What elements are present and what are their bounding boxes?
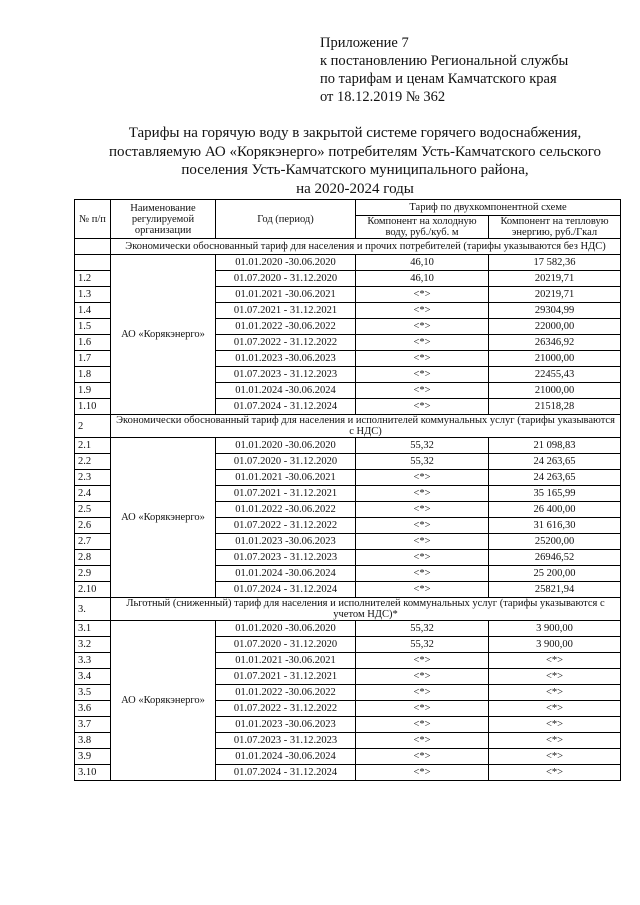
section-header-row xyxy=(75,415,621,438)
period-cell: 01.07.2021 - 31.12.2021 xyxy=(216,669,356,685)
period-cell: 01.07.2023 - 31.12.2023 xyxy=(216,367,356,383)
row-number: 3.3 xyxy=(75,653,111,669)
period-cell: 01.01.2021 -30.06.2021 xyxy=(216,470,356,486)
heat-energy-value: 3 900,00 xyxy=(489,621,621,637)
title-line: на 2020-2024 годы xyxy=(296,180,414,197)
heat-energy-value: 25200,00 xyxy=(489,534,621,550)
tariff-table xyxy=(74,199,621,781)
cold-water-value: <*> xyxy=(356,470,489,486)
row-number: 3.8 xyxy=(75,733,111,749)
title-line: поставляемую АО «Корякэнерго» потребителям Усть-Камчатского сельского xyxy=(109,143,601,160)
organization-name: АО «Корякэнерго» xyxy=(111,255,216,415)
row-number: 1.8 xyxy=(75,367,111,383)
row-number: 1.10 xyxy=(75,399,111,415)
heat-energy-value: <*> xyxy=(489,701,621,717)
header-heat-energy: Компонент на тепловую энергию, руб./Гкал xyxy=(489,216,621,239)
period-cell: 01.01.2023 -30.06.2023 xyxy=(216,351,356,367)
section-number: 3. xyxy=(75,598,111,621)
table-row xyxy=(75,255,621,271)
title-line: поселения Усть-Камчатского муниципального района, xyxy=(181,162,529,178)
heat-energy-value: 17 582,36 xyxy=(489,255,621,271)
cold-water-value: <*> xyxy=(356,367,489,383)
row-number: 2.9 xyxy=(75,566,111,582)
section-title: Экономически обоснованный тариф для населения и исполнителей коммунальных услуг (тарифы указываются с НДС) xyxy=(111,415,621,438)
section-header-row xyxy=(75,598,621,621)
row-number: 1.3 xyxy=(75,287,111,303)
row-number: 3.1 xyxy=(75,621,111,637)
period-cell: 01.07.2022 - 31.12.2022 xyxy=(216,701,356,717)
appendix-line: по тарифам и ценам Камчатского края xyxy=(320,71,557,87)
heat-energy-value: 26346,92 xyxy=(489,335,621,351)
cold-water-value: <*> xyxy=(356,319,489,335)
header-period: Год (период) xyxy=(216,200,356,239)
cold-water-value: <*> xyxy=(356,566,489,582)
section-header-row xyxy=(75,239,621,255)
row-number: 2.3 xyxy=(75,470,111,486)
row-number: 1.5 xyxy=(75,319,111,335)
section-number xyxy=(75,239,111,255)
cold-water-value: <*> xyxy=(356,399,489,415)
header-number: № п/п xyxy=(75,200,111,239)
document-title xyxy=(70,124,640,198)
header-organization: Наименование регулируемой организации xyxy=(111,200,216,239)
period-cell: 01.01.2021 -30.06.2021 xyxy=(216,653,356,669)
row-number: 2.4 xyxy=(75,486,111,502)
heat-energy-value: <*> xyxy=(489,669,621,685)
heat-energy-value: 31 616,30 xyxy=(489,518,621,534)
cold-water-value: <*> xyxy=(356,351,489,367)
cold-water-value: 55,32 xyxy=(356,438,489,454)
row-number: 1.6 xyxy=(75,335,111,351)
cold-water-value: <*> xyxy=(356,335,489,351)
cold-water-value: 55,32 xyxy=(356,454,489,470)
section-number: 2 xyxy=(75,415,111,438)
period-cell: 01.01.2020 -30.06.2020 xyxy=(216,255,356,271)
row-number: 2.10 xyxy=(75,582,111,598)
row-number: 2.1 xyxy=(75,438,111,454)
period-cell: 01.01.2024 -30.06.2024 xyxy=(216,383,356,399)
period-cell: 01.01.2022 -30.06.2022 xyxy=(216,685,356,701)
period-cell: 01.01.2022 -30.06.2022 xyxy=(216,502,356,518)
heat-energy-value: <*> xyxy=(489,733,621,749)
row-number: 3.5 xyxy=(75,685,111,701)
heat-energy-value: 35 165,99 xyxy=(489,486,621,502)
period-cell: 01.01.2024 -30.06.2024 xyxy=(216,749,356,765)
cold-water-value: <*> xyxy=(356,550,489,566)
heat-energy-value: 21000,00 xyxy=(489,351,621,367)
cold-water-value: <*> xyxy=(356,534,489,550)
period-cell: 01.01.2024 -30.06.2024 xyxy=(216,566,356,582)
period-cell: 01.07.2024 - 31.12.2024 xyxy=(216,399,356,415)
period-cell: 01.07.2023 - 31.12.2023 xyxy=(216,550,356,566)
period-cell: 01.07.2024 - 31.12.2024 xyxy=(216,582,356,598)
heat-energy-value: <*> xyxy=(489,717,621,733)
heat-energy-value: <*> xyxy=(489,749,621,765)
table-row xyxy=(75,438,621,454)
cold-water-value: <*> xyxy=(356,749,489,765)
heat-energy-value: 21 098,83 xyxy=(489,438,621,454)
header-two-component: Тариф по двухкомпонентной схеме xyxy=(356,200,621,216)
row-number: 1.9 xyxy=(75,383,111,399)
row-number: 1.2 xyxy=(75,271,111,287)
cold-water-value: <*> xyxy=(356,669,489,685)
heat-energy-value: 24 263,65 xyxy=(489,454,621,470)
row-number: 2.7 xyxy=(75,534,111,550)
cold-water-value: 46,10 xyxy=(356,271,489,287)
period-cell: 01.07.2020 - 31.12.2020 xyxy=(216,637,356,653)
heat-energy-value: 24 263,65 xyxy=(489,470,621,486)
period-cell: 01.07.2023 - 31.12.2023 xyxy=(216,733,356,749)
organization-name: АО «Корякэнерго» xyxy=(111,621,216,781)
heat-energy-value: <*> xyxy=(489,765,621,781)
row-number: 2.2 xyxy=(75,454,111,470)
row-number: 3.7 xyxy=(75,717,111,733)
period-cell: 01.01.2023 -30.06.2023 xyxy=(216,534,356,550)
cold-water-value: 46,10 xyxy=(356,255,489,271)
row-number: 1.7 xyxy=(75,351,111,367)
period-cell: 01.07.2021 - 31.12.2021 xyxy=(216,303,356,319)
section-title: Льготный (сниженный) тариф для населения и исполнителей коммунальных услуг (тарифы указываются с учетом НДС)* xyxy=(111,598,621,621)
appendix-line: к постановлению Региональной службы xyxy=(320,53,569,69)
cold-water-value: <*> xyxy=(356,653,489,669)
cold-water-value: 55,32 xyxy=(356,621,489,637)
row-number: 3.6 xyxy=(75,701,111,717)
row-number: 3.9 xyxy=(75,749,111,765)
row-number: 3.10 xyxy=(75,765,111,781)
cold-water-value: <*> xyxy=(356,701,489,717)
section-title: Экономически обоснованный тариф для населения и прочих потребителей (тарифы указываются без НДС) xyxy=(111,239,621,255)
row-number: 2.8 xyxy=(75,550,111,566)
heat-energy-value: 25821,94 xyxy=(489,582,621,598)
appendix-line: от 18.12.2019 № 362 xyxy=(320,89,446,105)
period-cell: 01.07.2022 - 31.12.2022 xyxy=(216,518,356,534)
heat-energy-value: 26946,52 xyxy=(489,550,621,566)
heat-energy-value: 21518,28 xyxy=(489,399,621,415)
period-cell: 01.01.2021 -30.06.2021 xyxy=(216,287,356,303)
heat-energy-value: 21000,00 xyxy=(489,383,621,399)
row-number: 3.4 xyxy=(75,669,111,685)
heat-energy-value: 26 400,00 xyxy=(489,502,621,518)
cold-water-value: <*> xyxy=(356,733,489,749)
period-cell: 01.01.2022 -30.06.2022 xyxy=(216,319,356,335)
cold-water-value: <*> xyxy=(356,486,489,502)
period-cell: 01.07.2020 - 31.12.2020 xyxy=(216,271,356,287)
period-cell: 01.01.2020 -30.06.2020 xyxy=(216,438,356,454)
period-cell: 01.01.2023 -30.06.2023 xyxy=(216,717,356,733)
heat-energy-value: 3 900,00 xyxy=(489,637,621,653)
cold-water-value: <*> xyxy=(356,765,489,781)
cold-water-value: <*> xyxy=(356,582,489,598)
cold-water-value: <*> xyxy=(356,287,489,303)
table-body xyxy=(75,239,621,781)
title-line: Тарифы на горячую воду в закрытой системе горячего водоснабжения, xyxy=(128,125,582,141)
appendix-line: Приложение 7 xyxy=(320,35,409,51)
cold-water-value: <*> xyxy=(356,518,489,534)
organization-name: АО «Корякэнерго» xyxy=(111,438,216,598)
row-number: 2.5 xyxy=(75,502,111,518)
period-cell: 01.07.2020 - 31.12.2020 xyxy=(216,454,356,470)
row-number: 2.6 xyxy=(75,518,111,534)
period-cell: 01.07.2024 - 31.12.2024 xyxy=(216,765,356,781)
cold-water-value: <*> xyxy=(356,685,489,701)
heat-energy-value: 22455,43 xyxy=(489,367,621,383)
row-number: 3.2 xyxy=(75,637,111,653)
heat-energy-value: 29304,99 xyxy=(489,303,621,319)
row-number: 1.4 xyxy=(75,303,111,319)
header-cold-water: Компонент на холодную воду, руб./куб. м xyxy=(356,216,489,239)
period-cell: 01.01.2020 -30.06.2020 xyxy=(216,621,356,637)
appendix-block xyxy=(320,34,568,106)
row-number xyxy=(75,255,111,271)
heat-energy-value: 20219,71 xyxy=(489,287,621,303)
heat-energy-value: <*> xyxy=(489,685,621,701)
cold-water-value: <*> xyxy=(356,383,489,399)
cold-water-value: 55,32 xyxy=(356,637,489,653)
table-row xyxy=(75,621,621,637)
heat-energy-value: <*> xyxy=(489,653,621,669)
heat-energy-value: 22000,00 xyxy=(489,319,621,335)
cold-water-value: <*> xyxy=(356,303,489,319)
period-cell: 01.07.2022 - 31.12.2022 xyxy=(216,335,356,351)
cold-water-value: <*> xyxy=(356,717,489,733)
period-cell: 01.07.2021 - 31.12.2021 xyxy=(216,486,356,502)
heat-energy-value: 20219,71 xyxy=(489,271,621,287)
heat-energy-value: 25 200,00 xyxy=(489,566,621,582)
cold-water-value: <*> xyxy=(356,502,489,518)
